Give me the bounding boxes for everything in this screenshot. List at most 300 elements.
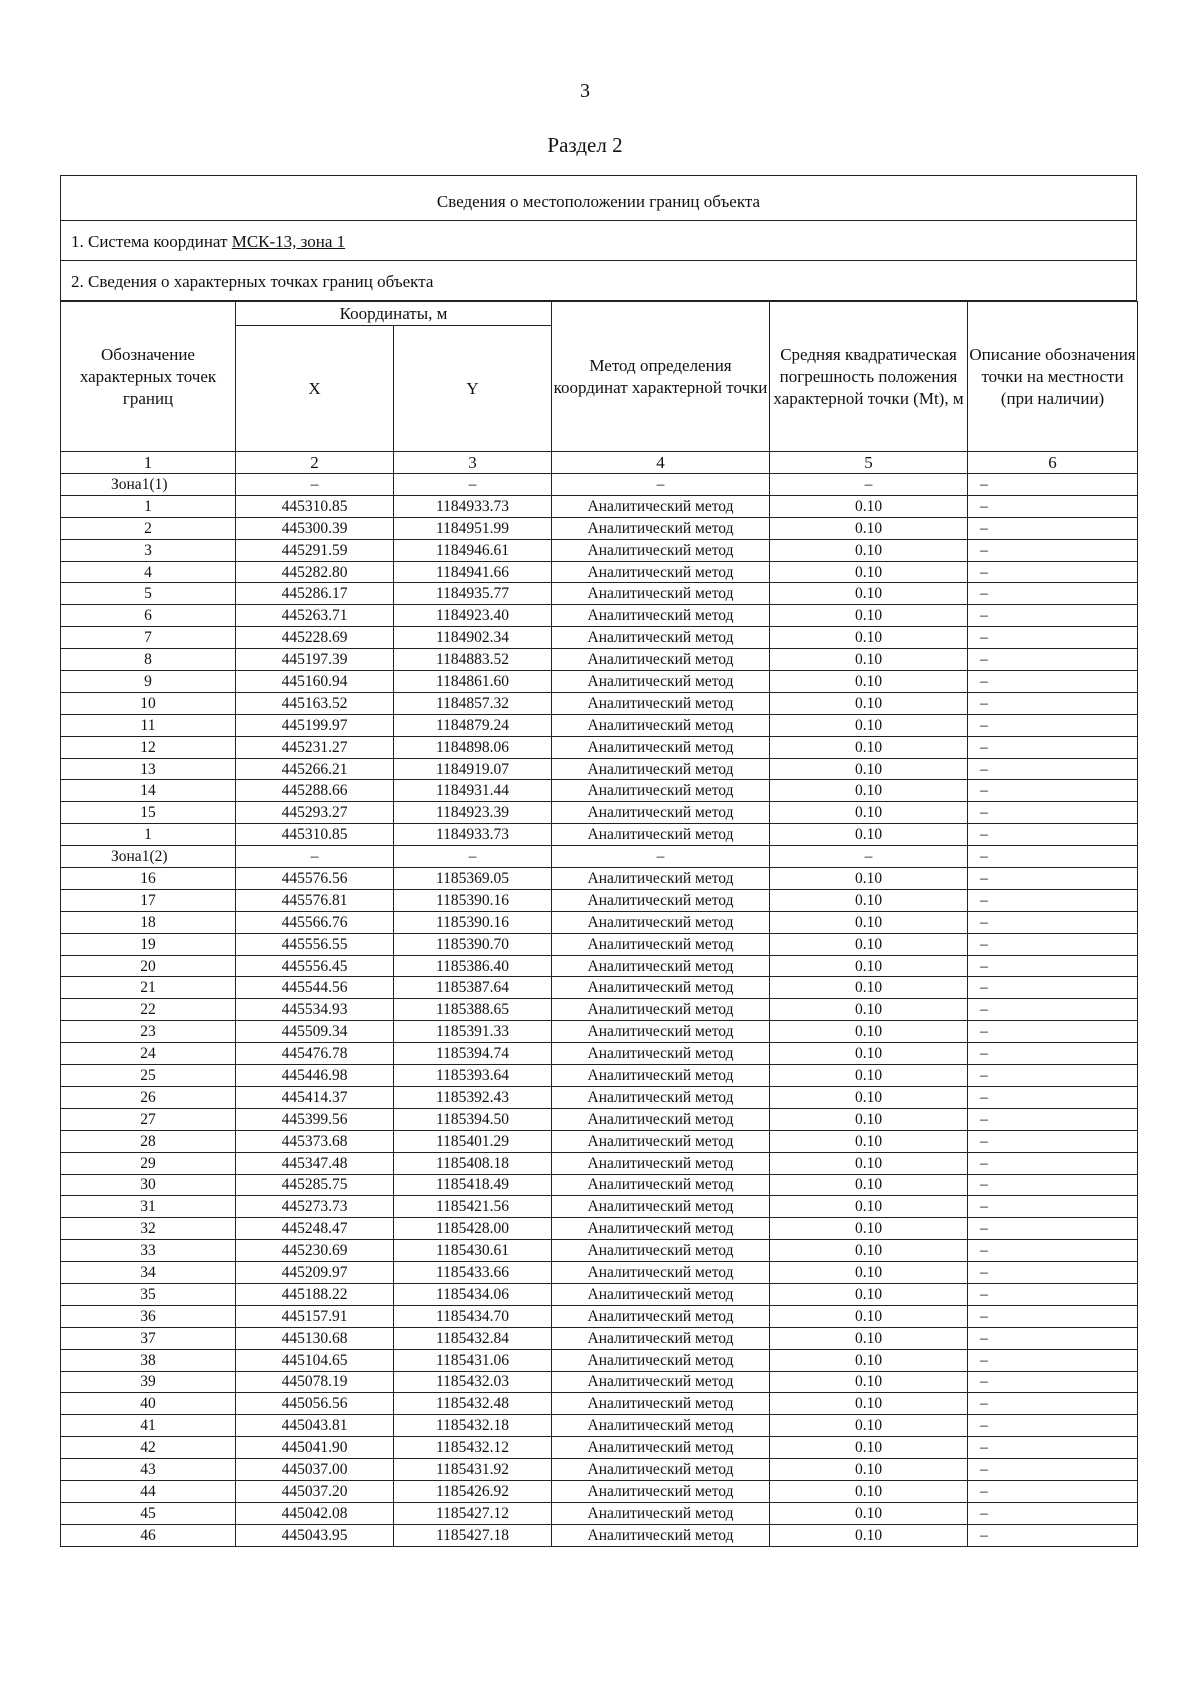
header-method: Метод определения координат характерной точки [552,302,770,452]
method: Аналитический метод [552,1480,770,1502]
table-row [61,736,1138,758]
method: Аналитический метод [552,868,770,890]
column-number: 3 [394,452,552,474]
method: Аналитический метод [552,561,770,583]
table-row [61,692,1138,714]
point-designation: 21 [61,977,236,999]
point-designation: 6 [61,605,236,627]
mean-error: 0.10 [770,517,968,539]
coord-y: 1184923.39 [394,802,552,824]
coord-y: 1185431.06 [394,1349,552,1371]
coord-y: 1184883.52 [394,649,552,671]
table-row [61,1524,1138,1546]
mean-error: 0.10 [770,671,968,693]
point-description: – [968,736,1138,758]
coord-y: 1185433.66 [394,1262,552,1284]
coord-y: 1185430.61 [394,1240,552,1262]
method: Аналитический метод [552,1240,770,1262]
boundary-info-sheet [60,175,1137,1547]
point-designation: 7 [61,627,236,649]
point-description: – [968,889,1138,911]
coord-x: 445373.68 [236,1130,394,1152]
coord-y: 1184879.24 [394,714,552,736]
coord-y: 1185432.03 [394,1371,552,1393]
point-designation: 28 [61,1130,236,1152]
point-designation: 36 [61,1305,236,1327]
coord-x: 445263.71 [236,605,394,627]
method: Аналитический метод [552,1459,770,1481]
method: Аналитический метод [552,736,770,758]
point-designation: 23 [61,1021,236,1043]
mean-error: 0.10 [770,539,968,561]
table-row [61,758,1138,780]
mean-error: 0.10 [770,495,968,517]
table-row [61,605,1138,627]
mean-error: 0.10 [770,868,968,890]
mean-error: 0.10 [770,1262,968,1284]
table-row [61,889,1138,911]
point-designation: 44 [61,1480,236,1502]
coord-y: 1185386.40 [394,955,552,977]
coord-y: 1184933.73 [394,495,552,517]
mean-error: 0.10 [770,1218,968,1240]
table-row [61,539,1138,561]
coord-y: 1184919.07 [394,758,552,780]
coord-y: 1184923.40 [394,605,552,627]
point-description: – [968,1480,1138,1502]
method: Аналитический метод [552,1415,770,1437]
point-description: – [968,495,1138,517]
page-number: 3 [580,80,590,102]
point-description: – [968,1130,1138,1152]
coordinate-system-line [61,221,1136,261]
point-designation: 16 [61,868,236,890]
coord-y: 1185393.64 [394,1065,552,1087]
mean-error: 0.10 [770,1371,968,1393]
column-numbers-row [61,452,1138,474]
mean-error: 0.10 [770,1327,968,1349]
table-row [61,911,1138,933]
method: Аналитический метод [552,1086,770,1108]
table-row [61,824,1138,846]
point-designation: 9 [61,671,236,693]
mean-error: 0.10 [770,1437,968,1459]
table-row [61,780,1138,802]
point-designation: 41 [61,1415,236,1437]
method: Аналитический метод [552,495,770,517]
table-row [61,955,1138,977]
method: Аналитический метод [552,671,770,693]
point-description: – [968,1196,1138,1218]
column-number: 4 [552,452,770,474]
coord-x: 445399.56 [236,1108,394,1130]
table-row [61,1174,1138,1196]
table-row [61,1305,1138,1327]
table-row [61,1130,1138,1152]
coord-y: 1184857.32 [394,692,552,714]
coord-x: 445230.69 [236,1240,394,1262]
point-description: – [968,1174,1138,1196]
coord-y: 1185421.56 [394,1196,552,1218]
point-designation: 29 [61,1152,236,1174]
point-description: – [968,1152,1138,1174]
coord-x: 445228.69 [236,627,394,649]
point-designation: 39 [61,1371,236,1393]
mean-error: 0.10 [770,1240,968,1262]
coord-x: – [236,846,394,868]
coord-x: 445414.37 [236,1086,394,1108]
method: Аналитический метод [552,1196,770,1218]
column-number: 2 [236,452,394,474]
point-designation: 40 [61,1393,236,1415]
point-description: – [968,955,1138,977]
mean-error: 0.10 [770,824,968,846]
method: Аналитический метод [552,714,770,736]
point-description: – [968,911,1138,933]
point-description: – [968,605,1138,627]
mean-error: 0.10 [770,1480,968,1502]
table-row [61,977,1138,999]
coord-y: 1185401.29 [394,1130,552,1152]
method: Аналитический метод [552,1130,770,1152]
table-row [61,517,1138,539]
point-description: – [968,1021,1138,1043]
point-description: – [968,627,1138,649]
point-designation: 18 [61,911,236,933]
coord-y: 1185428.00 [394,1218,552,1240]
method: Аналитический метод [552,1524,770,1546]
mean-error: 0.10 [770,1524,968,1546]
method: Аналитический метод [552,1108,770,1130]
frame-header [60,175,1137,301]
point-designation: 38 [61,1349,236,1371]
method: Аналитический метод [552,1305,770,1327]
point-description: – [968,517,1138,539]
coord-y: – [394,474,552,496]
coord-x: 445446.98 [236,1065,394,1087]
table-row [61,1196,1138,1218]
coord-y: 1185394.74 [394,1043,552,1065]
method: Аналитический метод [552,583,770,605]
point-description: – [968,1218,1138,1240]
coord-y: 1184946.61 [394,539,552,561]
table-row [61,1021,1138,1043]
coord-y: 1184933.73 [394,824,552,846]
zone-row [61,474,1138,496]
point-designation: 33 [61,1240,236,1262]
coord-x: 445310.85 [236,824,394,846]
table-row [61,649,1138,671]
coord-x: 445037.20 [236,1480,394,1502]
coord-x: 445556.45 [236,955,394,977]
coord-y: 1184861.60 [394,671,552,693]
coord-y: 1185432.48 [394,1393,552,1415]
point-description: – [968,933,1138,955]
method: Аналитический метод [552,999,770,1021]
coord-y: 1185390.16 [394,889,552,911]
coord-x: – [236,474,394,496]
coord-x: 445163.52 [236,692,394,714]
method: Аналитический метод [552,955,770,977]
method: Аналитический метод [552,802,770,824]
method: Аналитический метод [552,692,770,714]
point-designation: 45 [61,1502,236,1524]
points-heading: 2. Сведения о характерных точках границ объекта [61,261,1136,301]
table-row [61,1152,1138,1174]
method: Аналитический метод [552,977,770,999]
method: Аналитический метод [552,605,770,627]
point-designation: 5 [61,583,236,605]
coord-x: 445043.81 [236,1415,394,1437]
point-description: – [968,692,1138,714]
coord-y: 1185408.18 [394,1152,552,1174]
mean-error: 0.10 [770,692,968,714]
coord-x: 445231.27 [236,736,394,758]
coord-x: 445556.55 [236,933,394,955]
coord-y: 1184935.77 [394,583,552,605]
coord-y: 1184902.34 [394,627,552,649]
method: Аналитический метод [552,1218,770,1240]
method: Аналитический метод [552,933,770,955]
method: – [552,474,770,496]
mean-error: – [770,474,968,496]
method: Аналитический метод [552,911,770,933]
method: Аналитический метод [552,1349,770,1371]
coord-y: 1185388.65 [394,999,552,1021]
coord-y: 1184931.44 [394,780,552,802]
method: Аналитический метод [552,1043,770,1065]
point-description: – [968,671,1138,693]
mean-error: 0.10 [770,955,968,977]
point-designation: 25 [61,1065,236,1087]
method: Аналитический метод [552,627,770,649]
coord-y: 1185394.50 [394,1108,552,1130]
point-description: – [968,780,1138,802]
point-description: – [968,1065,1138,1087]
mean-error: 0.10 [770,889,968,911]
method: Аналитический метод [552,1393,770,1415]
coord-x: 445209.97 [236,1262,394,1284]
mean-error: 0.10 [770,1174,968,1196]
table-row [61,999,1138,1021]
coord-x: 445300.39 [236,517,394,539]
table-row [61,1349,1138,1371]
coord-y: 1185434.70 [394,1305,552,1327]
point-designation: 46 [61,1524,236,1546]
coordinate-system-label: 1. Система координат [71,232,232,251]
mean-error: 0.10 [770,933,968,955]
coord-x: 445104.65 [236,1349,394,1371]
coord-x: 445130.68 [236,1327,394,1349]
mean-error: 0.10 [770,1502,968,1524]
coord-y: 1185432.18 [394,1415,552,1437]
point-designation: 14 [61,780,236,802]
point-designation: 4 [61,561,236,583]
point-designation: 42 [61,1437,236,1459]
point-description: – [968,824,1138,846]
method: Аналитический метод [552,1371,770,1393]
point-description: – [968,1043,1138,1065]
point-designation: 32 [61,1218,236,1240]
table-row [61,1218,1138,1240]
zone-label: Зона1(1) [61,474,236,496]
mean-error: 0.10 [770,1130,968,1152]
column-number: 1 [61,452,236,474]
point-description: – [968,561,1138,583]
mean-error: 0.10 [770,1283,968,1305]
header-y: Y [394,326,552,452]
table-row [61,1480,1138,1502]
mean-error: 0.10 [770,1459,968,1481]
coord-x: 445188.22 [236,1283,394,1305]
coord-y: 1184898.06 [394,736,552,758]
coord-y: 1185426.92 [394,1480,552,1502]
coord-x: 445288.66 [236,780,394,802]
table-row [61,1502,1138,1524]
point-designation: 15 [61,802,236,824]
coord-x: 445266.21 [236,758,394,780]
table-row [61,1065,1138,1087]
boundary-points-table [60,301,1138,1547]
coord-x: 445037.00 [236,1459,394,1481]
coord-x: 445056.56 [236,1393,394,1415]
table-row [61,1437,1138,1459]
point-description: – [968,1524,1138,1546]
mean-error: 0.10 [770,1152,968,1174]
coord-y: 1185418.49 [394,1174,552,1196]
coord-x: 445576.56 [236,868,394,890]
point-designation: 30 [61,1174,236,1196]
coord-y: 1185390.70 [394,933,552,955]
point-description: – [968,714,1138,736]
table-row [61,627,1138,649]
method: Аналитический метод [552,649,770,671]
mean-error: 0.10 [770,999,968,1021]
coord-x: 445476.78 [236,1043,394,1065]
coord-x: 445041.90 [236,1437,394,1459]
zone-label: Зона1(2) [61,846,236,868]
table-body [61,452,1138,1547]
point-description: – [968,977,1138,999]
coord-x: 445347.48 [236,1152,394,1174]
coord-x: 445248.47 [236,1218,394,1240]
coord-y: 1185427.12 [394,1502,552,1524]
coord-x: 445544.56 [236,977,394,999]
point-description: – [968,649,1138,671]
table-row [61,1459,1138,1481]
mean-error: 0.10 [770,1415,968,1437]
table-row [61,1043,1138,1065]
point-designation: 43 [61,1459,236,1481]
mean-error: 0.10 [770,736,968,758]
point-designation: 37 [61,1327,236,1349]
table-row [61,868,1138,890]
point-designation: 13 [61,758,236,780]
table-row [61,495,1138,517]
point-description: – [968,1327,1138,1349]
point-designation: 31 [61,1196,236,1218]
point-designation: 12 [61,736,236,758]
table-row [61,561,1138,583]
method: Аналитический метод [552,758,770,780]
mean-error: 0.10 [770,1305,968,1327]
coord-x: 445576.81 [236,889,394,911]
point-description: – [968,1283,1138,1305]
table-row [61,1108,1138,1130]
point-designation: 19 [61,933,236,955]
header-coordinates: Координаты, м [236,302,552,326]
method: Аналитический метод [552,1283,770,1305]
mean-error: 0.10 [770,649,968,671]
mean-error: 0.10 [770,802,968,824]
coord-y: 1185369.05 [394,868,552,890]
mean-error: 0.10 [770,605,968,627]
coord-y: 1185427.18 [394,1524,552,1546]
table-row [61,802,1138,824]
point-designation: 8 [61,649,236,671]
point-description: – [968,846,1138,868]
point-designation: 1 [61,495,236,517]
coord-y: 1185434.06 [394,1283,552,1305]
section-title: Раздел 2 [547,133,623,157]
mean-error: 0.10 [770,1349,968,1371]
method: Аналитический метод [552,780,770,802]
coord-x: 445534.93 [236,999,394,1021]
column-number: 6 [968,452,1138,474]
point-description: – [968,1459,1138,1481]
coord-x: 445291.59 [236,539,394,561]
coord-x: 445286.17 [236,583,394,605]
point-designation: 27 [61,1108,236,1130]
point-description: – [968,1437,1138,1459]
mean-error: 0.10 [770,714,968,736]
table-row [61,1327,1138,1349]
point-designation: 2 [61,517,236,539]
method: Аналитический метод [552,539,770,561]
table-row [61,1283,1138,1305]
header-description: Описание обозначения точки на местности (при наличии) [968,302,1138,452]
point-description: – [968,1349,1138,1371]
point-designation: 1 [61,824,236,846]
method: Аналитический метод [552,1065,770,1087]
mean-error: – [770,846,968,868]
method: Аналитический метод [552,1262,770,1284]
coord-x: 445042.08 [236,1502,394,1524]
point-designation: 24 [61,1043,236,1065]
point-description: – [968,539,1138,561]
method: Аналитический метод [552,889,770,911]
point-description: – [968,1086,1138,1108]
method: Аналитический метод [552,1502,770,1524]
coord-x: 445509.34 [236,1021,394,1043]
coord-y: 1185391.33 [394,1021,552,1043]
coord-y: – [394,846,552,868]
point-description: – [968,868,1138,890]
point-description: – [968,758,1138,780]
header-designation: Обозначение характерных точек границ [61,302,236,452]
mean-error: 0.10 [770,1021,968,1043]
header-x: X [236,326,394,452]
point-designation: 34 [61,1262,236,1284]
mean-error: 0.10 [770,627,968,649]
point-designation: 11 [61,714,236,736]
table-row [61,1262,1138,1284]
coord-y: 1185432.84 [394,1327,552,1349]
mean-error: 0.10 [770,911,968,933]
method: Аналитический метод [552,824,770,846]
point-description: – [968,1371,1138,1393]
point-description: – [968,1240,1138,1262]
